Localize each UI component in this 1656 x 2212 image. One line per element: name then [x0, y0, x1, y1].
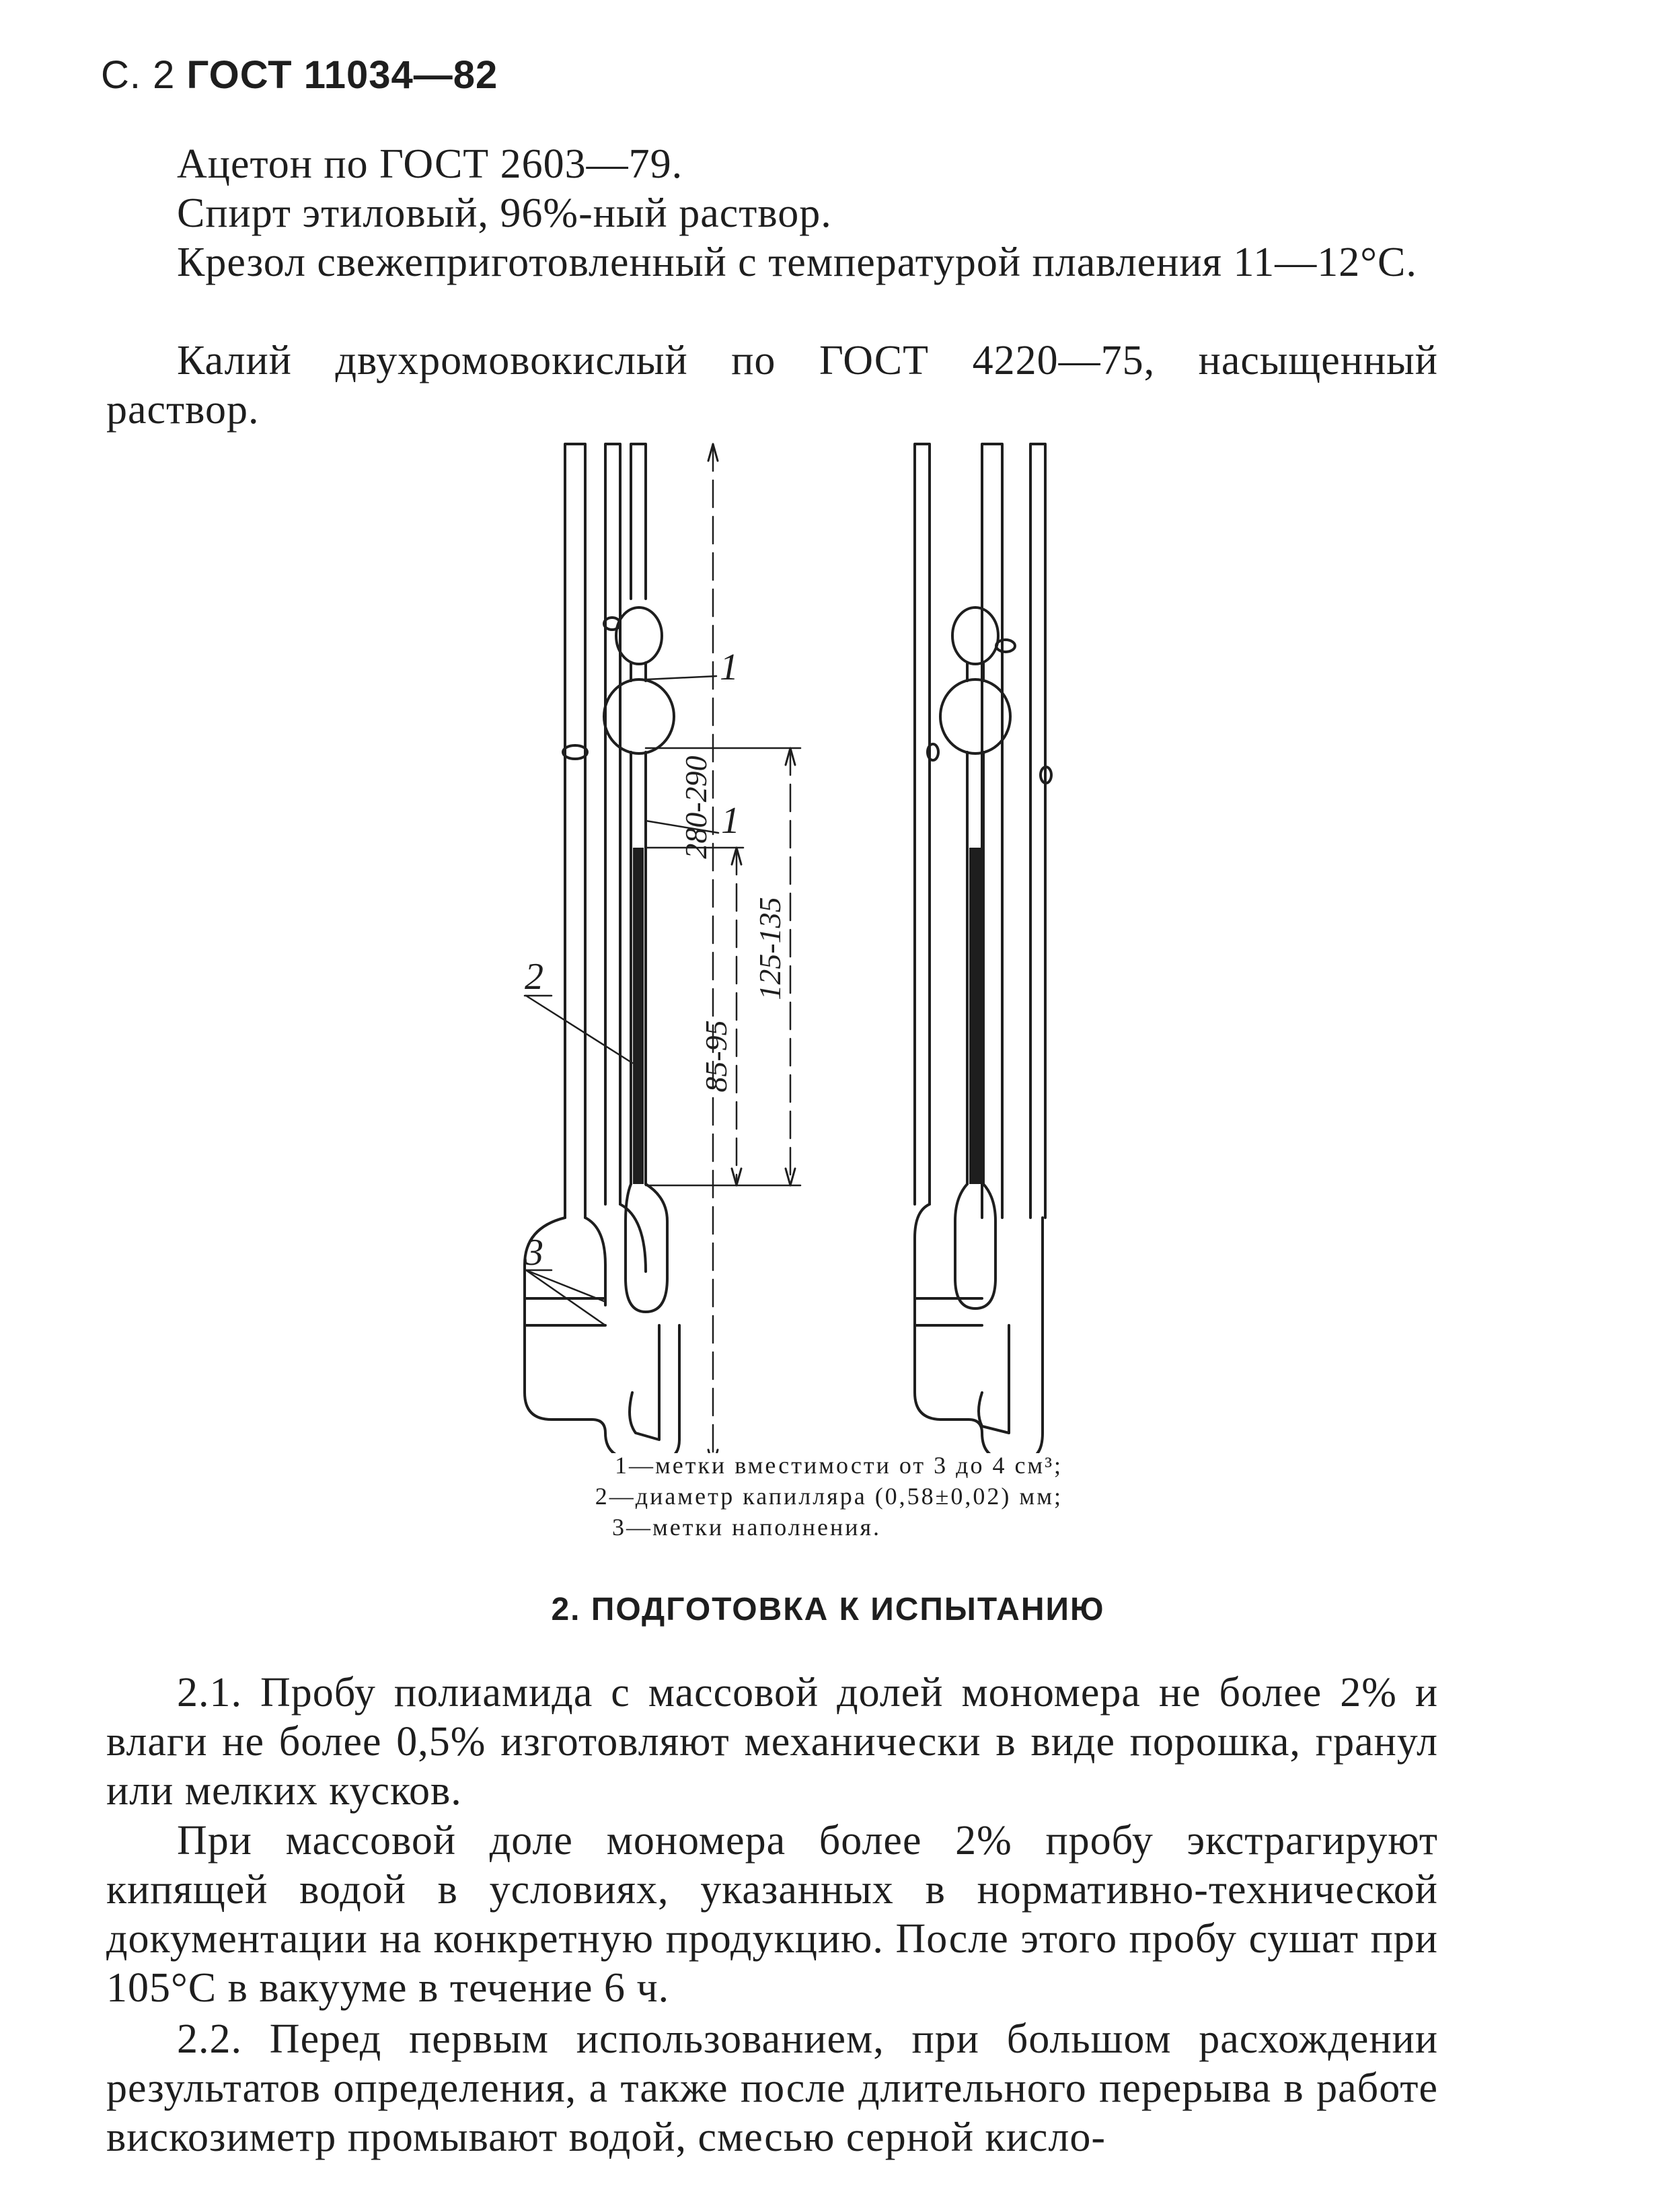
dimension-lines: [525, 444, 915, 1453]
viscometer-figure: [511, 431, 1117, 1453]
dimension-280-290: 280-290: [679, 755, 713, 859]
caption-line-1: 1—метки вместимости от 3 до 4 см³;: [614, 1452, 1063, 1479]
label-mark3: 3: [525, 1232, 543, 1274]
page-header: [101, 52, 498, 98]
label-mark1-lower: 1: [721, 800, 740, 842]
paragraph-2-2: 2.2. Перед первым использованием, при большом расхождении результатов определения, а также после длительного перерыва в работе вискозиметр промывают водой, смесью серной кисло-: [106, 2016, 1438, 2160]
section-heading: 2. ПОДГОТОВКА К ИСПЫТАНИЮ: [551, 1592, 1105, 1627]
label-mark1-upper: 1: [720, 647, 739, 688]
reagent-potassium-dichromate: Калий двухромовокислый по ГОСТ 4220—75, насыщенный раствор.: [106, 338, 1438, 433]
caption-line-3: 3—метки наполнения.: [611, 1514, 882, 1541]
viscometer-left: [525, 444, 679, 1453]
reagent-acetone: Ацетон по ГОСТ 2603—79.: [177, 141, 683, 187]
reagent-cresol: Крезол свежеприготовленный с температурой плавления 11—12°С.: [177, 239, 1417, 285]
caption-line-2: 2—диаметр капилляра (0,58±0,02) мм;: [595, 1483, 1063, 1510]
dimension-125-135: 125-135: [753, 897, 787, 1000]
figure-caption: [404, 1450, 1063, 1543]
paragraph-monomer: При массовой доле мономера более 2% пробу экстрагируют кипящей водой в условиях, указанных в нормативно-технической документации на конкретную продукцию. После этого пробу сушат при 105°С в вакууме в течение 6 ч.: [106, 1818, 1438, 2011]
paragraph-2-1: 2.1. Пробу полиамида с массовой долей мономера не более 2% и влаги не более 0,5% изготовляют механически в виде порошка, гранул или мелких кусков.: [106, 1670, 1438, 1814]
page-number: С. 2: [101, 53, 176, 97]
label-mark2: 2: [525, 956, 543, 998]
standard-code: ГОСТ 11034—82: [186, 53, 498, 97]
viscometer-right: [915, 444, 1051, 1453]
reagent-ethanol: Спирт этиловый, 96%-ный раствор.: [177, 190, 832, 236]
dimension-85-95: 85-95: [699, 1020, 733, 1093]
